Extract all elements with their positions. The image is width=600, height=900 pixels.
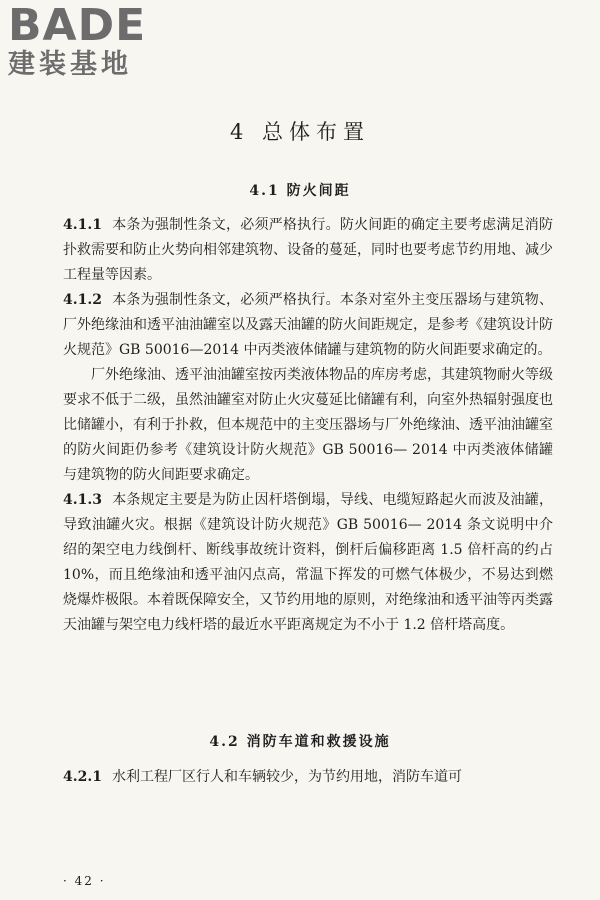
clause-4-1-3 bbox=[63, 488, 553, 638]
logo-subtitle: 建装基地 bbox=[8, 49, 132, 80]
clause-number: 4.2.1 bbox=[63, 769, 102, 785]
clause-4-1-1 bbox=[63, 213, 553, 288]
clause-text: 本条为强制性条文，必须严格执行。本条对室外主变压器场与建筑物、厂外绝缘油和透平油油罐室以及露天油罐的防火间距规定，是参考《建筑设计防火规范》GB 50016—2014 中丙类液体储罐与建筑物的防火间距要求确定的。 bbox=[63, 292, 553, 358]
clause-text: 本条为强制性条文，必须严格执行。防火间距的确定主要考虑满足消防扑救需要和防止火势向相邻建筑物、设备的蔓延，同时也要考虑节约用地、减少工程量等因素。 bbox=[63, 217, 553, 283]
clause-4-1-2-continued bbox=[63, 363, 553, 488]
clause-4-1-2 bbox=[63, 288, 553, 363]
logo-mark: BADE bbox=[8, 0, 147, 51]
clause-text: 水利工程厂区行人和车辆较少，为节约用地，消防车道可 bbox=[111, 769, 462, 785]
section-title-4-2: 4.2 消防车道和救援设施 bbox=[209, 734, 391, 750]
clause-text: 厂外绝缘油、透平油油罐室按丙类液体物品的库房考虑，其建筑物耐火等级要求不低于二级，虽然油罐室对防止火灾蔓延比储罐有利，向室外热辐射强度也比储罐小，有利于扑救，但本规范中的主变压器场与厂外绝缘油、透平油油罐室的防火间距仍参考《建筑设计防火规范》GB 50016— 2014 中丙类液体储罐与建筑物的防火间距要求确定。 bbox=[63, 367, 553, 483]
clause-number: 4.1.1 bbox=[63, 217, 102, 233]
clause-4-2-1 bbox=[63, 765, 553, 790]
page-number: · 42 · bbox=[63, 874, 106, 888]
chapter-title: 4 总体布置 bbox=[229, 120, 371, 144]
section-4-1-body bbox=[63, 213, 553, 638]
section-title-4-1: 4.1 防火间距 bbox=[249, 183, 351, 199]
section-4-2-body bbox=[63, 765, 553, 790]
clause-text: 本条规定主要是为防止因杆塔倒塌，导线、电缆短路起火而波及油罐，导致油罐火灾。根据《建筑设计防火规范》GB 50016— 2014 条文说明中介绍的架空电力线倒杆、断线事故统计资料，倒杆后偏移距离 1.5 倍杆高的约占 10%，而且绝缘油和透平油闪点高，常温下挥发的可燃气体极少，不易达到燃烧爆炸极限。本着既保障安全，又节约用地的原则，对绝缘油和透平油等丙类露天油罐与架空电力线杆塔的最近水平距离规定为不小于 1.2 倍杆塔高度。 bbox=[63, 492, 553, 633]
logo bbox=[8, 0, 147, 80]
clause-number: 4.1.2 bbox=[63, 292, 102, 308]
clause-number: 4.1.3 bbox=[63, 492, 102, 508]
